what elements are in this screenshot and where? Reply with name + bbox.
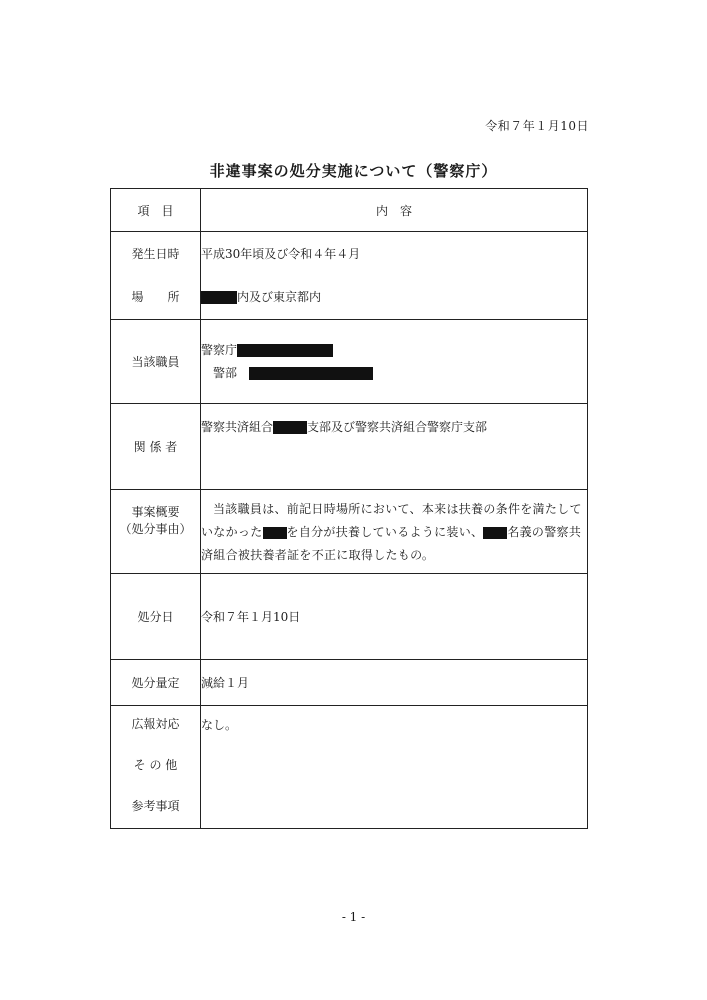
pr-label-1: 広報対応	[131, 717, 180, 731]
pr-row	[111, 706, 588, 829]
document-date: 令和７年１月10日	[485, 119, 589, 133]
summary-row	[111, 490, 588, 574]
summary-line-3: 済組合被扶養者証を不正に取得したもの。	[201, 548, 435, 562]
disposition-date-label-cell	[111, 574, 201, 660]
disposition-amount-label: 処分量定	[131, 676, 180, 690]
table-header-row	[111, 189, 588, 232]
header-label: 項 目	[137, 203, 174, 218]
pr-value-cell	[201, 706, 588, 829]
disposition-date-row	[111, 574, 588, 660]
related-label-cell	[111, 404, 201, 490]
summary-line-2a: いなかった	[201, 525, 263, 539]
summary-line-2	[201, 521, 587, 544]
header-value-cell	[201, 189, 588, 232]
staff-rank: 警部	[213, 366, 238, 380]
related-row	[111, 404, 588, 490]
disposition-amount-row	[111, 660, 588, 706]
redaction-block	[237, 344, 333, 357]
header-value: 内 容	[375, 203, 412, 218]
summary-line-2c: 名義の警察共	[507, 525, 582, 539]
disposition-amount-label-cell	[111, 660, 201, 706]
pr-value: なし。	[201, 718, 238, 732]
staff-org-line	[201, 341, 587, 359]
related-value-cell	[201, 404, 588, 490]
redaction-block	[201, 291, 237, 304]
occurrence-date-label: 発生日時	[131, 246, 180, 261]
occurrence-value-cell	[201, 232, 588, 320]
redaction-block	[249, 367, 373, 380]
related-value-part1: 警察共済組合	[201, 420, 274, 434]
disposition-date-label: 処分日	[137, 610, 174, 624]
redaction-block	[263, 527, 287, 539]
location-value	[201, 288, 587, 306]
page-number: - 1 -	[341, 910, 366, 924]
staff-value-cell	[201, 320, 588, 404]
occurrence-date-value: 平成30年頃及び令和４年４月	[201, 247, 361, 261]
related-label: 関 係 者	[133, 440, 178, 454]
disposition-table	[110, 188, 588, 829]
redaction-block	[273, 421, 307, 434]
staff-label: 当該職員	[131, 355, 180, 369]
header-label-cell	[111, 189, 201, 232]
disposition-date-value-cell	[201, 574, 588, 660]
related-value-line	[201, 418, 587, 436]
staff-row	[111, 320, 588, 404]
pr-label-2: そ の 他	[133, 758, 178, 772]
summary-label-cell	[111, 490, 201, 574]
staff-rank-line	[201, 364, 587, 382]
summary-line-1: 当該職員は、前記日時場所において、本来は扶養の条件を満たして	[213, 502, 582, 516]
document-title: 非違事案の処分実施について（警察庁）	[209, 162, 498, 180]
summary-label-1: 事案概要	[131, 505, 180, 519]
staff-label-cell	[111, 320, 201, 404]
summary-label-2: （処分事由）	[119, 522, 192, 536]
summary-line-2b: を自分が扶養しているように装い、	[286, 525, 484, 539]
staff-org: 警察庁	[201, 343, 238, 357]
redaction-block	[483, 527, 507, 539]
pr-label-3: 参考事項	[131, 799, 180, 813]
location-label: 場 所	[131, 289, 180, 304]
occurrence-row	[111, 232, 588, 320]
summary-value-cell	[201, 490, 588, 574]
related-value-part2: 支部及び警察共済組合警察庁支部	[307, 420, 488, 434]
occurrence-label-cell	[111, 232, 201, 320]
location-value-text: 内及び東京都内	[237, 290, 322, 304]
disposition-amount-value: 減給１月	[201, 676, 250, 690]
disposition-date-value: 令和７年１月10日	[201, 610, 301, 624]
pr-label-cell	[111, 706, 201, 829]
disposition-amount-value-cell	[201, 660, 588, 706]
